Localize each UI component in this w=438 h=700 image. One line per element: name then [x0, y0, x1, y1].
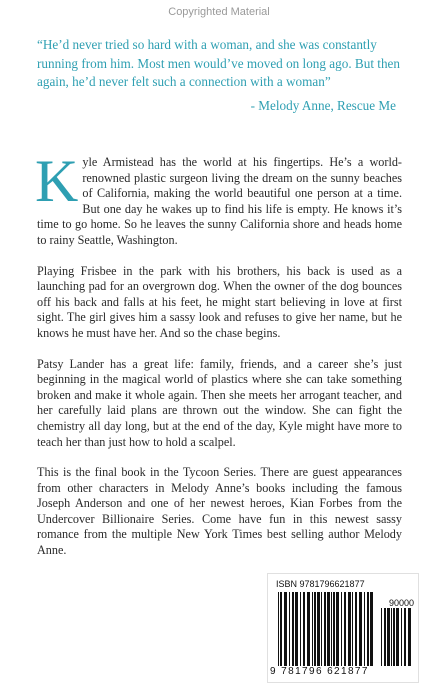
- paragraph-2: Playing Frisbee in the park with his brothers, his back is used as a launching pad for an overgrown dog. When the owner of the dog bounces off his back and falls at his feet, he might start believing in love at first sight. The girl gives him a sassy look and refuses to give her name, but he knows he must have her. And so the chase begins.: [37, 263, 402, 340]
- book-description: [35, 148, 402, 574]
- paragraph-1: [35, 148, 402, 249]
- drop-cap: K: [35, 148, 79, 214]
- isbn-label: ISBN 9781796621877: [276, 579, 365, 589]
- paragraph-4: This is the final book in the Tycoon Series. There are guest appearances from other characters in Melody Anne’s books including the famous Joseph Anderson and one of her newest heroes, Kian Forbes from the Undercover Billionaire Series. Come have fun in this newest sassy romance from the multiple New York Times best selling author Melody Anne.: [37, 465, 402, 558]
- paragraph-3: Patsy Lander has a great life: family, friends, and a career she’s just beginning in the magical world of plastics where she can take something broken and make it whole again. Then she meets her arrogant teacher, and her carefully laid plans are thrown out the window. She can fight the chemistry all day long, but at the end of the day, Kyle might have more to teach her than just how to hold a scalpel.: [37, 356, 402, 449]
- price-barcode-bars: [381, 608, 413, 666]
- paragraph-1-text: yle Armistead has the world at his fingertips. He’s a world-renowned plastic surgeon living the dream on the sunny beaches of California, making the world beautiful one person at a time. But one day he wakes up to find his life is empty. He knows it’s time to go home. So he leaves the sunny California shore and heads home to rainy Seattle, Washington.: [37, 155, 402, 247]
- barcode-digits: 9 781796 621877: [270, 666, 369, 677]
- price-code: 90000: [388, 598, 414, 608]
- isbn-barcode: [267, 573, 419, 683]
- quote-attribution: - Melody Anne, Rescue Me: [250, 98, 396, 113]
- barcode-bars: [278, 592, 376, 666]
- copyright-watermark: Copyrighted Material: [168, 6, 270, 18]
- pull-quote: [37, 36, 400, 92]
- pull-quote-text: “He’d never tried so hard with a woman, and she was constantly running from him. Most men would’ve moved on long ago. But then again, he’d never felt such a connection with a woman”: [37, 37, 400, 89]
